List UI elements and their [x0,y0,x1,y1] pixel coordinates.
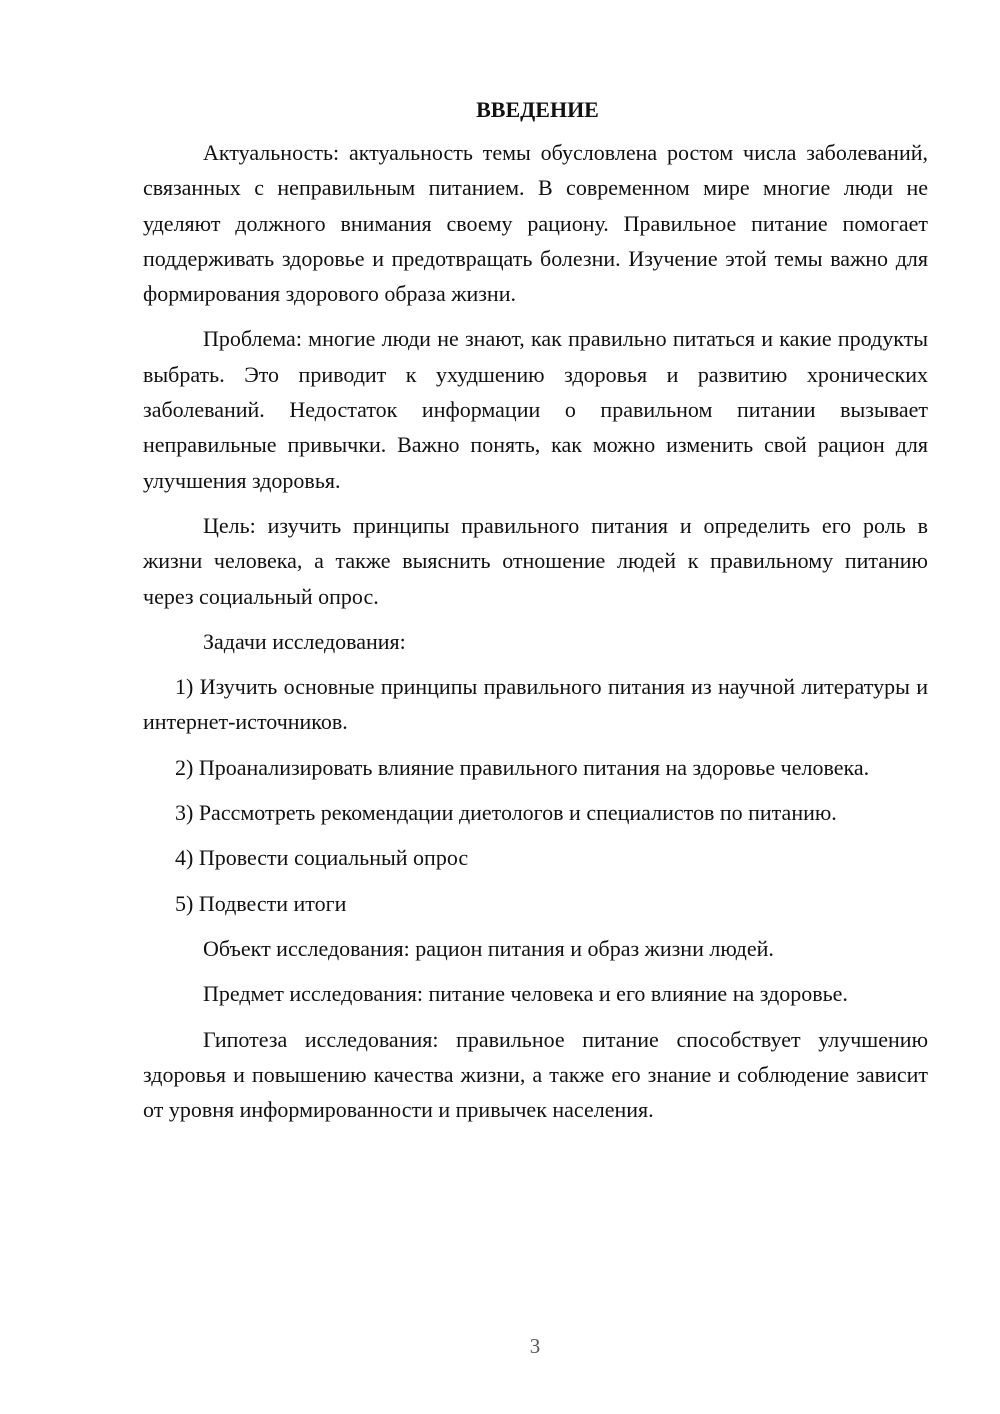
hypothesis-paragraph: Гипотеза исследования: правильное питание способствует улучшению здоровья и повышению качества жизни, а также его знание и соблюдение зависит от уровня информированности и привычек населения. [143,1026,928,1123]
task-item-2: 2) Проанализировать влияние правильного питания на здоровье человека. [175,754,870,780]
task-item-4: 4) Провести социальный опрос [175,845,469,871]
document-body [143,95,928,1137]
problem-paragraph: Проблема: многие люди не знают, как правильно питаться и какие продукты выбрать. Это приводит к ухудшению здоровья и развитию хронических заболеваний. Недостаток информации о правильном питании вызывает неправильные привычки. Важно понять, как можно изменить свой рацион для улучшения здоровья. [143,326,928,493]
page-number: 3 [529,1334,541,1358]
task-item-5: 5) Подвести итоги [175,890,347,916]
tasks-heading: Задачи исследования: [203,628,406,654]
relevance-paragraph: Актуальность: актуальность темы обусловлена ростом числа заболеваний, связанных с неправильным питанием. В современном мире многие люди не уделяют должного внимания своему рациону. Правильное питание помогает поддерживать здоровье и предотвращать болезни. Изучение этой темы важно для формирования здорового образа жизни. [143,140,928,307]
section-title: ВВЕДЕНИЕ [476,97,599,122]
task-item-1: 1) Изучить основные принципы правильного питания из научной литературы и интернет-источников. [143,674,928,735]
object-paragraph: Объект исследования: рацион питания и образ жизни людей. [203,935,774,961]
subject-paragraph: Предмет исследования: питание человека и его влияние на здоровье. [203,981,848,1007]
task-item-3: 3) Рассмотреть рекомендации диетологов и специалистов по питанию. [175,800,837,826]
goal-paragraph: Цель: изучить принципы правильного питания и определить его роль в жизни человека, а также выяснить отношение людей к правильному питанию через социальный опрос. [143,512,928,609]
